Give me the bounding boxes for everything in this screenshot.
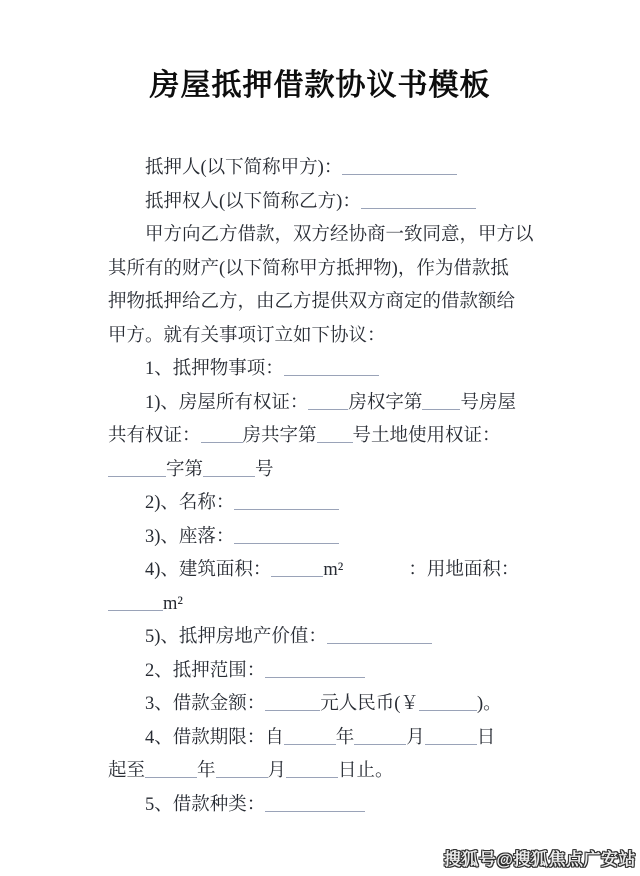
text-run: 房权字第 bbox=[348, 392, 423, 413]
clause-ownership-certificates bbox=[108, 387, 552, 488]
blank-field bbox=[342, 160, 457, 175]
blank-field bbox=[284, 729, 336, 744]
blank-field bbox=[265, 796, 365, 811]
party-mortgagor-line bbox=[108, 152, 552, 186]
blank-field bbox=[419, 696, 477, 711]
blank-field bbox=[354, 729, 406, 744]
text-run: 房共字第 bbox=[242, 426, 317, 446]
blank-field bbox=[265, 662, 365, 677]
blank-field bbox=[422, 394, 460, 409]
blank-field bbox=[425, 729, 477, 744]
text-run: 2、抵押范围： bbox=[145, 660, 266, 681]
text-run: 2)、名称： bbox=[145, 493, 235, 513]
text-run: 抵押权人(以下简称乙方)： bbox=[145, 191, 361, 212]
blank-field bbox=[308, 394, 348, 409]
blank-field bbox=[234, 528, 339, 543]
text-run: 号土地使用权证： bbox=[352, 426, 501, 446]
blank-field bbox=[201, 428, 243, 443]
text-run: 月 bbox=[267, 761, 287, 781]
blank-field bbox=[265, 696, 320, 711]
clause-mortgage-scope bbox=[108, 655, 552, 689]
text-run: m² bbox=[163, 593, 183, 614]
text-run: 4、借款期限：自 bbox=[145, 727, 284, 748]
text-run: )。 bbox=[476, 694, 502, 714]
clause-loan-type bbox=[108, 789, 552, 823]
blank-field bbox=[216, 763, 268, 778]
text-run: 号房屋 bbox=[460, 392, 516, 413]
clause-floor-area bbox=[108, 554, 552, 621]
blank-field bbox=[361, 193, 476, 208]
blank-field bbox=[108, 461, 166, 476]
clause-property-location bbox=[108, 521, 552, 555]
clause-loan-term bbox=[108, 722, 552, 789]
text-run: 3、借款金额： bbox=[145, 694, 266, 714]
text-run: 共有权证： bbox=[108, 426, 201, 446]
clause-property-value bbox=[108, 621, 552, 655]
text-run: 甲方向乙方借款，双方经协商一致同意，甲方以 bbox=[145, 225, 534, 245]
spacer bbox=[343, 574, 408, 575]
watermark: 搜狐号@搜狐焦点广安站 bbox=[443, 850, 636, 869]
blank-field bbox=[317, 428, 353, 443]
clause-loan-amount bbox=[108, 688, 552, 722]
text-run: 起至 bbox=[108, 761, 146, 781]
intro-paragraph bbox=[108, 219, 552, 353]
text-run: 5)、抵押房地产价值： bbox=[145, 627, 327, 647]
text-run: 月 bbox=[406, 727, 425, 748]
clause-collateral-items bbox=[108, 353, 552, 387]
text-run: 甲方。就有关事项订立如下协议： bbox=[108, 325, 386, 346]
blank-field bbox=[271, 562, 323, 577]
text-run: 抵押人(以下简称甲方)： bbox=[145, 158, 343, 178]
clause-property-name bbox=[108, 487, 552, 521]
text-run: 其所有的财产(以下简称甲方抵押物)，作为借款抵 bbox=[108, 258, 509, 279]
text-run: 年 bbox=[197, 761, 216, 781]
blank-field bbox=[145, 763, 197, 778]
text-run: 字第 bbox=[166, 459, 204, 480]
text-run: 年 bbox=[335, 727, 355, 748]
text-run: 5、借款种类： bbox=[145, 794, 266, 815]
text-run: ：用地面积： bbox=[408, 560, 520, 580]
text-run: 1、抵押物事项： bbox=[145, 359, 284, 379]
blank-field bbox=[284, 361, 379, 376]
blank-field bbox=[327, 629, 432, 644]
text-run: 3)、座落： bbox=[145, 526, 235, 547]
document-title: 房屋抵押借款协议书模板 bbox=[149, 69, 491, 102]
blank-field bbox=[286, 763, 338, 778]
text-run: m² bbox=[323, 560, 344, 580]
blank-field bbox=[203, 461, 255, 476]
text-run: 押物抵押给乙方，由乙方提供双方商定的借款额给 bbox=[108, 292, 516, 312]
blank-field bbox=[234, 495, 339, 510]
document-body bbox=[108, 152, 552, 822]
text-run: 4)、建筑面积： bbox=[145, 560, 272, 580]
text-run: 日 bbox=[476, 727, 496, 748]
text-run: 日止。 bbox=[338, 761, 394, 781]
text-run: 号 bbox=[255, 459, 274, 480]
text-run: 1)、房屋所有权证： bbox=[145, 392, 309, 413]
blank-field bbox=[108, 595, 163, 610]
party-mortgagee-line bbox=[108, 186, 552, 220]
text-run: 元人民币(￥ bbox=[320, 694, 419, 714]
